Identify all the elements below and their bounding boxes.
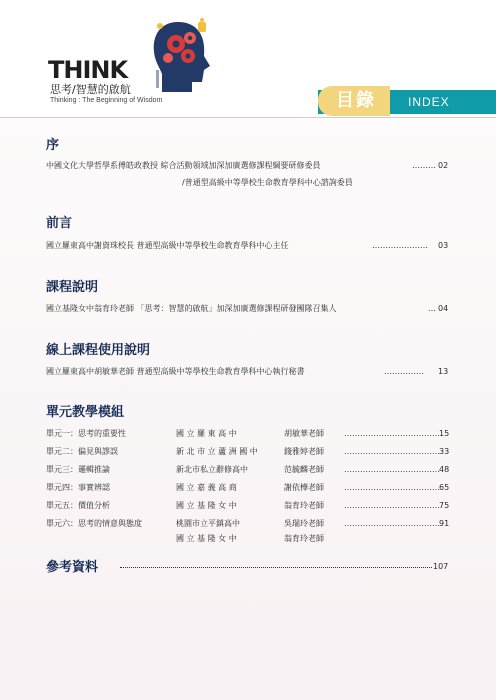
unit-school: 國 立 羅 東 高 中 — [176, 429, 237, 438]
preface-line-1: 中國文化大學哲學系傅皓政教授 綜合活動領域加深加廣選修課程綱要研修委員 — [46, 161, 321, 170]
unit-dots: ……………………………… — [344, 429, 440, 438]
unit-teacher: 錢雅婷老師 — [284, 447, 324, 456]
unit-name: 單元二：偏見與謬誤 — [46, 447, 118, 456]
preface-line-2: /普通型高級中等學校生命教育學科中心諮詢委員 — [182, 178, 353, 187]
unit-school: 國 立 基 隆 女 中 — [176, 501, 237, 510]
unit-teacher: 胡敏華老師 — [284, 429, 324, 438]
unit-school: 桃園市立平鎮高中 — [176, 519, 240, 528]
unit-teacher: 范毓麟老師 — [284, 465, 324, 474]
unit-teacher: 翁育玲老師 — [284, 501, 324, 510]
online-dots: …………… — [384, 367, 424, 376]
logo-think: THINK — [48, 56, 128, 84]
course-page: 04 — [438, 304, 449, 313]
unit-school: 國 立 嘉 義 高 商 — [176, 483, 237, 492]
unit-name: 單元六：思考的情意與態度 — [46, 519, 142, 528]
unit-dots: ……………………………… — [344, 519, 440, 528]
section-title: 參考資料 — [46, 560, 99, 575]
foreword-page: 03 — [438, 241, 449, 250]
unit-page: 48 — [439, 465, 450, 474]
head-gears-illustration — [148, 18, 216, 100]
references-page: 107 — [433, 562, 449, 571]
unit-dots: ……………………………… — [344, 447, 440, 456]
unit-teacher: 翁育玲老師 — [284, 534, 324, 543]
unit-dots: ……………………………… — [344, 465, 440, 474]
unit-school: 國 立 基 隆 女 中 — [176, 534, 237, 543]
unit-dots: ……………………………… — [344, 501, 440, 510]
unit-name: 單元三：邏輯推論 — [46, 465, 110, 474]
online-page: 13 — [438, 367, 449, 376]
section-course — [46, 280, 98, 296]
preface-dots: ……… — [412, 161, 436, 170]
section-title: 單元教學模組 — [46, 405, 125, 420]
unit-school: 新北市私立辭修高中 — [176, 465, 248, 474]
section-references — [46, 560, 98, 576]
section-units — [46, 405, 124, 421]
header — [0, 0, 496, 118]
online-line-1: 國立羅東高中胡敏華老師 普通型高級中等學校生命教育學科中心執行秘書 — [46, 367, 305, 376]
references-dots — [120, 567, 432, 568]
section-preface — [46, 138, 59, 154]
unit-dots: ……………………………… — [344, 483, 440, 492]
unit-page: 75 — [439, 501, 450, 510]
unit-school: 新 北 市 立 蘆 洲 國 中 — [176, 447, 258, 456]
unit-page: 91 — [439, 519, 450, 528]
section-foreword — [46, 216, 72, 232]
unit-page: 15 — [439, 429, 450, 438]
course-line-1: 國立基隆女中翁育玲老師 「思考：智慧的啟航」加深加廣選修課程研發團隊召集人 — [46, 304, 337, 313]
unit-name: 單元五：價值分析 — [46, 501, 110, 510]
logo-subtitle: 思考/智慧的啟航 — [50, 83, 131, 96]
logo-subtitle-en: Thinking : The Beginning of Wisdom — [50, 97, 163, 104]
index-title-zh: 目錄 — [336, 90, 376, 111]
foreword-dots: ………………… — [372, 241, 428, 250]
foreword-line-1: 國立羅東高中謝資珠校長 普通型高級中等學校生命教育學科中心主任 — [46, 241, 289, 250]
unit-name: 單元四：事實辨認 — [46, 483, 110, 492]
unit-name: 單元一：思考的重要性 — [46, 429, 126, 438]
unit-page: 33 — [439, 447, 450, 456]
section-title: 線上課程使用說明 — [46, 343, 151, 358]
section-title: 課程說明 — [46, 280, 99, 295]
course-dots: … — [428, 304, 436, 313]
header-divider — [0, 117, 496, 118]
section-title: 前言 — [46, 216, 73, 231]
unit-teacher: 謝依樺老師 — [284, 483, 324, 492]
unit-teacher: 吳瑞玲老師 — [284, 519, 324, 528]
preface-page: 02 — [438, 161, 449, 170]
section-title: 序 — [46, 138, 60, 153]
unit-page: 65 — [439, 483, 450, 492]
section-online — [46, 343, 150, 359]
index-title-en: INDEX — [408, 95, 450, 109]
